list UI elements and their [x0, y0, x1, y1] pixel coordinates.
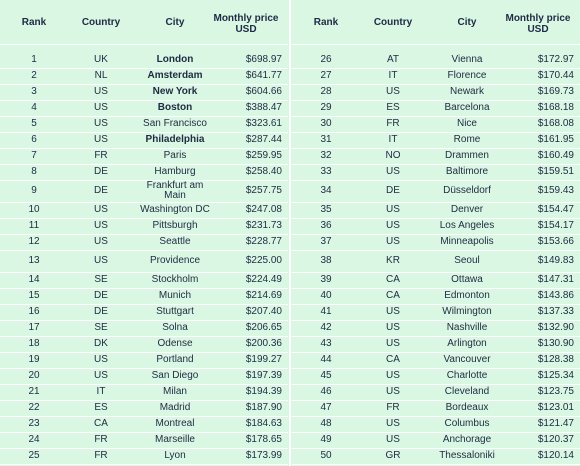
cell-country: US: [94, 134, 108, 145]
table-row: [0, 272, 288, 289]
cell-rank: 40: [320, 290, 332, 301]
cell-city: Solna: [162, 322, 188, 333]
cell-country: US: [94, 220, 108, 231]
table-row: [0, 218, 288, 235]
table-row: [0, 84, 288, 101]
cell-rank: 45: [320, 370, 332, 381]
cell-rank: 23: [28, 418, 40, 429]
cell-rank: 21: [28, 386, 40, 397]
cell-country: GR: [385, 450, 401, 461]
cell-country: DE: [94, 290, 108, 301]
cell-rank: 33: [320, 166, 332, 177]
cell-price: $123.75: [537, 386, 574, 397]
cell-rank: 42: [320, 322, 332, 333]
cell-city: Nice: [456, 118, 477, 129]
cell-city: Edmonton: [444, 290, 490, 301]
cell-country: US: [94, 354, 108, 365]
header-country: Country: [373, 17, 413, 28]
table-row: [292, 148, 580, 165]
cell-price: $257.75: [245, 185, 282, 196]
table-row: [0, 288, 288, 305]
table-row: [0, 416, 288, 433]
cell-city: Odense: [157, 338, 193, 349]
cell-city: Ottawa: [451, 274, 483, 285]
table-row: [0, 234, 288, 251]
cell-rank: 49: [320, 434, 332, 445]
cell-country: SE: [94, 322, 108, 333]
cell-country: ES: [94, 402, 108, 413]
column-divider: [289, 0, 291, 466]
header-price: Monthly price USD: [213, 13, 279, 35]
cell-rank: 28: [320, 86, 332, 97]
cell-country: US: [386, 386, 400, 397]
table-row: [0, 100, 288, 117]
cell-country: NL: [94, 70, 108, 81]
cell-country: NO: [385, 150, 401, 161]
cell-price: $323.61: [245, 118, 282, 129]
table-row: [0, 164, 288, 181]
cell-price: $247.08: [245, 204, 282, 215]
table-row: [292, 448, 580, 465]
table-row: [292, 416, 580, 433]
cell-rank: 39: [320, 274, 332, 285]
cell-city: Wilmington: [442, 306, 492, 317]
cell-city: Hamburg: [154, 166, 196, 177]
cell-city: Seattle: [159, 236, 191, 247]
cell-rank: 31: [320, 134, 332, 145]
cell-country: US: [386, 418, 400, 429]
cell-city: Philadelphia: [145, 134, 205, 145]
table-row: [292, 132, 580, 149]
cell-city: Paris: [163, 150, 187, 161]
table-row: [292, 336, 580, 353]
cell-city: Munich: [158, 290, 192, 301]
cell-rank: 48: [320, 418, 332, 429]
cell-rank: 16: [28, 306, 40, 317]
cell-country: US: [386, 322, 400, 333]
cell-rank: 41: [320, 306, 332, 317]
table-row: [0, 148, 288, 165]
header-rank: Rank: [313, 17, 339, 28]
cell-price: $154.17: [537, 220, 574, 231]
cell-price: $388.47: [245, 102, 282, 113]
cell-country: DE: [94, 166, 108, 177]
cell-city: San Diego: [151, 370, 199, 381]
cell-country: US: [386, 166, 400, 177]
cell-price: $173.99: [245, 450, 282, 461]
cell-rank: 22: [28, 402, 40, 413]
cell-price: $159.51: [537, 166, 574, 177]
cell-country: FR: [94, 150, 108, 161]
cell-city: Milan: [163, 386, 187, 397]
table-row: [292, 352, 580, 369]
cell-country: FR: [386, 402, 400, 413]
table-row: [292, 164, 580, 181]
cell-rank: 38: [320, 255, 332, 266]
cell-country: IT: [388, 134, 398, 145]
cell-city: Washington DC: [140, 204, 210, 215]
table-row: [0, 448, 288, 465]
cell-city: Columbus: [444, 418, 490, 429]
cell-price: $214.69: [245, 290, 282, 301]
cell-rank: 18: [28, 338, 40, 349]
cell-country: US: [94, 204, 108, 215]
table-row: [292, 234, 580, 251]
cell-rank: 1: [31, 54, 37, 65]
table-row: [292, 116, 580, 133]
cell-country: US: [386, 306, 400, 317]
cell-city: Thessaloniki: [439, 450, 495, 461]
cell-city: Boston: [157, 102, 193, 113]
cell-price: $137.33: [537, 306, 574, 317]
table-row: [292, 180, 580, 203]
cell-rank: 26: [320, 54, 332, 65]
cell-city: Anchorage: [442, 434, 492, 445]
header-city: City: [165, 17, 185, 28]
header-rank: Rank: [21, 17, 47, 28]
cell-country: AT: [386, 54, 400, 65]
cell-price: $121.47: [537, 418, 574, 429]
table-row: [292, 250, 580, 273]
table-right-half: [292, 0, 580, 466]
cell-country: US: [94, 86, 108, 97]
cell-country: IT: [96, 386, 106, 397]
cell-city: Cleveland: [444, 386, 490, 397]
table-row: [0, 68, 288, 85]
cell-country: IT: [388, 70, 398, 81]
table-row: [0, 368, 288, 385]
cell-country: US: [386, 370, 400, 381]
cell-rank: 29: [320, 102, 332, 113]
cell-rank: 11: [28, 220, 40, 231]
cell-price: $187.90: [245, 402, 282, 413]
table-row: [0, 432, 288, 449]
table-row: [292, 320, 580, 337]
cell-city: Montreal: [155, 418, 195, 429]
cell-city: Baltimore: [445, 166, 489, 177]
cell-price: $604.66: [245, 86, 282, 97]
cell-country: US: [94, 102, 108, 113]
table-row: [0, 304, 288, 321]
cell-price: $197.39: [245, 370, 282, 381]
header-price: Monthly price USD: [505, 13, 571, 35]
cell-price: $184.63: [245, 418, 282, 429]
cell-country: CA: [94, 418, 108, 429]
cell-rank: 44: [320, 354, 332, 365]
cell-rank: 47: [320, 402, 332, 413]
cell-city: Frankfurt am Main: [146, 180, 204, 201]
table-row: [292, 432, 580, 449]
cell-price: $130.90: [537, 338, 574, 349]
cell-rank: 10: [28, 204, 40, 215]
cell-city: Rome: [453, 134, 481, 145]
cell-price: $698.97: [245, 54, 282, 65]
table-row: [0, 384, 288, 401]
cell-city: San Francisco: [143, 118, 207, 129]
cell-rank: 9: [31, 185, 37, 196]
table-row: [292, 384, 580, 401]
cell-price: $194.39: [245, 386, 282, 397]
table-row: [292, 368, 580, 385]
cell-city: Los Angeles: [439, 220, 495, 231]
cell-price: $132.90: [537, 322, 574, 333]
cell-country: KR: [386, 255, 400, 266]
cell-price: $641.77: [245, 70, 282, 81]
cell-rank: 37: [320, 236, 332, 247]
cell-price: $206.65: [245, 322, 282, 333]
cell-country: US: [94, 118, 108, 129]
cell-city: Lyon: [164, 450, 186, 461]
cell-rank: 27: [320, 70, 332, 81]
cell-rank: 15: [28, 290, 40, 301]
cell-price: $168.18: [537, 102, 574, 113]
cell-price: $125.34: [537, 370, 574, 381]
cell-rank: 4: [31, 102, 37, 113]
cell-city: Nashville: [446, 322, 488, 333]
cell-price: $147.31: [537, 274, 574, 285]
cell-country: DK: [94, 338, 108, 349]
cell-city: Vienna: [451, 54, 483, 65]
cell-price: $258.40: [245, 166, 282, 177]
table-left-half: [0, 0, 288, 466]
cell-city: Vancouver: [443, 354, 491, 365]
cell-rank: 20: [28, 370, 40, 381]
cell-country: FR: [94, 434, 108, 445]
table-row: [292, 272, 580, 289]
cell-country: US: [386, 236, 400, 247]
cell-price: $224.49: [245, 274, 282, 285]
cell-city: Denver: [450, 204, 484, 215]
cell-city: Seoul: [454, 255, 480, 266]
table-row: [0, 320, 288, 337]
cell-price: $228.77: [245, 236, 282, 247]
table-row: [0, 132, 288, 149]
cell-city: Stockholm: [151, 274, 199, 285]
cell-rank: 2: [31, 70, 37, 81]
cell-price: $231.73: [245, 220, 282, 231]
cell-city: London: [156, 54, 194, 65]
cell-city: Madrid: [159, 402, 191, 413]
cell-price: $149.83: [537, 255, 574, 266]
cell-price: $120.37: [537, 434, 574, 445]
cell-price: $287.44: [245, 134, 282, 145]
table-row: [0, 52, 288, 69]
cell-rank: 13: [28, 255, 40, 266]
table-row: [0, 180, 288, 203]
cell-rank: 3: [31, 86, 37, 97]
cell-country: US: [94, 370, 108, 381]
cell-city: Bordeaux: [445, 402, 489, 413]
table-row: [292, 218, 580, 235]
cell-rank: 36: [320, 220, 332, 231]
cell-city: Charlotte: [446, 370, 488, 381]
cell-rank: 12: [28, 236, 40, 247]
cell-price: $153.66: [537, 236, 574, 247]
cell-rank: 30: [320, 118, 332, 129]
cell-country: CA: [386, 274, 400, 285]
cell-price: $178.65: [245, 434, 282, 445]
table-row: [292, 202, 580, 219]
cell-price: $168.08: [537, 118, 574, 129]
cell-rank: 25: [28, 450, 40, 461]
table-row: [292, 400, 580, 417]
cell-country: FR: [386, 118, 400, 129]
cell-rank: 24: [28, 434, 40, 445]
cell-price: $123.01: [537, 402, 574, 413]
cell-city: Drammen: [445, 150, 489, 161]
cell-country: DE: [94, 306, 108, 317]
cell-country: UK: [94, 54, 108, 65]
header-city: City: [457, 17, 477, 28]
table-row: [292, 84, 580, 101]
cell-rank: 5: [31, 118, 37, 129]
cell-price: $120.14: [537, 450, 574, 461]
cell-country: US: [386, 338, 400, 349]
cell-country: CA: [386, 290, 400, 301]
cell-price: $172.97: [537, 54, 574, 65]
cell-rank: 46: [320, 386, 332, 397]
table-row: [292, 288, 580, 305]
cell-price: $169.73: [537, 86, 574, 97]
cell-city: Florence: [447, 70, 487, 81]
cell-city: Newark: [450, 86, 484, 97]
cell-country: ES: [386, 102, 400, 113]
cell-price: $259.95: [245, 150, 282, 161]
cell-city: Düsseldorf: [443, 185, 491, 196]
cell-price: $207.40: [245, 306, 282, 317]
cell-city: Barcelona: [444, 102, 490, 113]
cell-price: $128.38: [537, 354, 574, 365]
cell-city: Stuttgart: [156, 306, 194, 317]
cell-rank: 8: [31, 166, 37, 177]
cell-city: Arlington: [447, 338, 487, 349]
cell-price: $160.49: [537, 150, 574, 161]
cell-city: Pittsburgh: [152, 220, 198, 231]
cell-country: DE: [94, 185, 108, 196]
cell-country: SE: [94, 274, 108, 285]
cell-country: US: [94, 236, 108, 247]
table-row: [292, 304, 580, 321]
cell-country: US: [386, 434, 400, 445]
cell-rank: 35: [320, 204, 332, 215]
header-country: Country: [81, 17, 121, 28]
cell-country: CA: [386, 354, 400, 365]
cell-price: $199.27: [245, 354, 282, 365]
cell-rank: 7: [31, 150, 37, 161]
cell-city: Marseille: [154, 434, 195, 445]
cell-city: Portland: [156, 354, 194, 365]
table-row: [292, 100, 580, 117]
table-header-right: [292, 0, 580, 45]
cell-city: Amsterdam: [147, 70, 203, 81]
cell-country: US: [386, 86, 400, 97]
table-row: [0, 202, 288, 219]
cell-price: $159.43: [537, 185, 574, 196]
cell-rank: 17: [28, 322, 40, 333]
table-row: [0, 352, 288, 369]
cell-country: FR: [94, 450, 108, 461]
table-row: [0, 400, 288, 417]
cell-country: US: [94, 255, 108, 266]
table-row: [292, 68, 580, 85]
cell-price: $225.00: [245, 255, 282, 266]
cell-rank: 50: [320, 450, 332, 461]
table-row: [292, 52, 580, 69]
cell-price: $170.44: [537, 70, 574, 81]
table-row: [0, 116, 288, 133]
cell-price: $200.36: [245, 338, 282, 349]
cell-price: $161.95: [537, 134, 574, 145]
cell-rank: 19: [28, 354, 40, 365]
cell-country: DE: [386, 185, 400, 196]
cell-country: US: [386, 204, 400, 215]
cell-rank: 32: [320, 150, 332, 161]
table-row: [0, 250, 288, 273]
cell-city: New York: [152, 86, 198, 97]
table-row: [0, 336, 288, 353]
cell-rank: 34: [320, 185, 332, 196]
cell-price: $154.47: [537, 204, 574, 215]
cell-city: Providence: [149, 255, 201, 266]
cell-rank: 14: [28, 274, 40, 285]
table-header-left: [0, 0, 288, 45]
cell-rank: 43: [320, 338, 332, 349]
cell-price: $143.86: [537, 290, 574, 301]
cell-rank: 6: [31, 134, 37, 145]
cell-city: Minneapolis: [440, 236, 494, 247]
cell-country: US: [386, 220, 400, 231]
